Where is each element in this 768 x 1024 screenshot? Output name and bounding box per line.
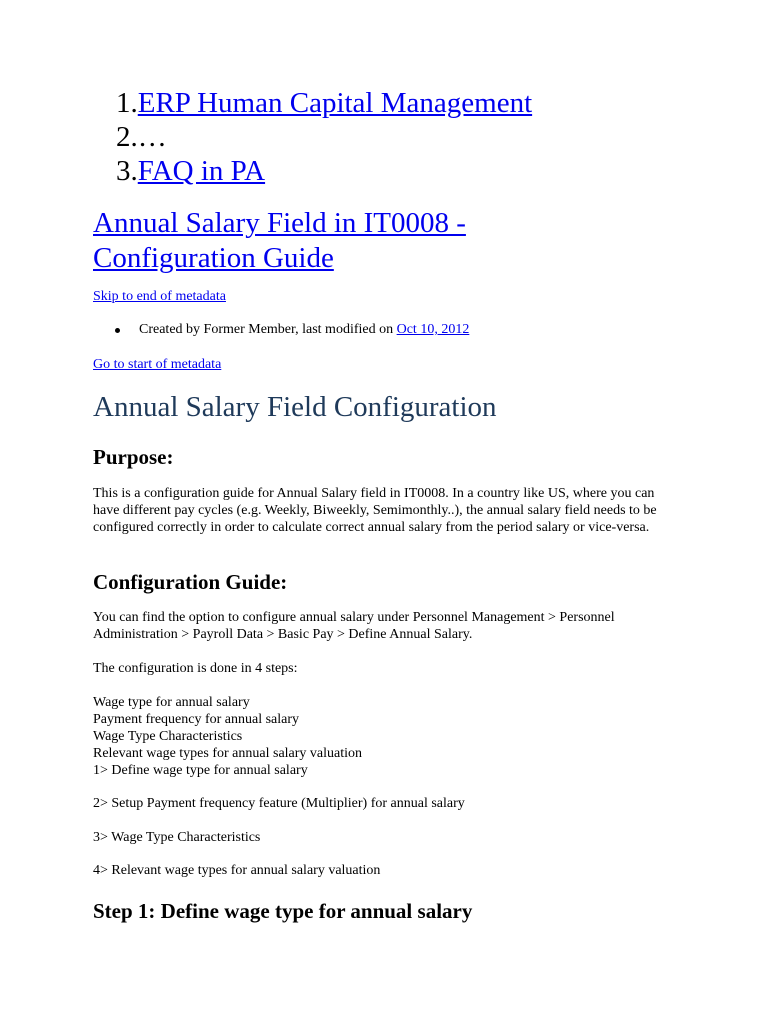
step2-text: 2> Setup Payment frequency feature (Multiplier) for annual salary: [93, 796, 465, 811]
purpose-heading: Purpose:: [93, 445, 174, 469]
go-to-start-of-metadata-link[interactable]: Go to start of metadata: [93, 357, 222, 372]
steps-list-item: Relevant wage types for annual salary valuation: [93, 746, 363, 761]
breadcrumb-link-faq-pa[interactable]: FAQ in PA: [137, 155, 266, 187]
step3-text: 3> Wage Type Characteristics: [93, 830, 261, 845]
skip-to-end-of-metadata-link[interactable]: Skip to end of metadata: [93, 289, 226, 304]
step4-text: 4> Relevant wage types for annual salary valuation: [93, 863, 381, 878]
metadata-item: [93, 321, 469, 339]
breadcrumb: [116, 86, 532, 188]
breadcrumb-item: [116, 154, 532, 188]
metadata-list: [93, 321, 469, 339]
configuration-guide-heading: Configuration Guide:: [93, 570, 288, 594]
steps-list-item: Wage Type Characteristics: [93, 729, 243, 744]
breadcrumb-number: 3.: [116, 155, 138, 187]
breadcrumb-link-erp-hcm[interactable]: ERP Human Capital Management: [137, 87, 533, 119]
steps-list-item: Wage type for annual salary: [93, 695, 250, 710]
breadcrumb-number: 1.: [116, 87, 138, 119]
modified-date-link[interactable]: Oct 10, 2012: [396, 322, 470, 337]
steps-list-item: 1> Define wage type for annual salary: [93, 763, 308, 778]
breadcrumb-number: 2.: [116, 121, 138, 153]
steps-list-item: Payment frequency for annual salary: [93, 712, 300, 727]
breadcrumb-item: [116, 86, 532, 120]
page-title-line2: Configuration Guide: [93, 242, 334, 274]
breadcrumb-item: [116, 120, 532, 154]
purpose-text: This is a configuration guide for Annual Salary field in IT0008. In a country like US, where you can have different pay cycles (e.g. Weekly, Biweekly, Semimonthly..), the annual salary field needs to be configured correctly in order to calculate correct annual salary from the period salary or vice-versa.: [93, 486, 657, 535]
steps-intro-text: The configuration is done in 4 steps:: [93, 661, 298, 676]
configuration-intro-text: You can find the option to configure annual salary under Personnel Management > Personnel Administration > Payroll Data > Basic Pay > Define Annual Salary.: [93, 610, 615, 642]
step1-heading: Step 1: Define wage type for annual salary: [93, 899, 473, 923]
steps-list: [93, 694, 683, 779]
breadcrumb-ellipsis: …: [137, 121, 167, 153]
bullet-icon: [115, 328, 120, 333]
page-title: [93, 206, 693, 276]
section-heading: Annual Salary Field Configuration: [93, 391, 497, 423]
created-by-text: Created by Former Member, last modified on: [139, 322, 397, 337]
page-title-link[interactable]: [93, 207, 466, 274]
page-title-line1: Annual Salary Field in IT0008 -: [93, 207, 466, 239]
